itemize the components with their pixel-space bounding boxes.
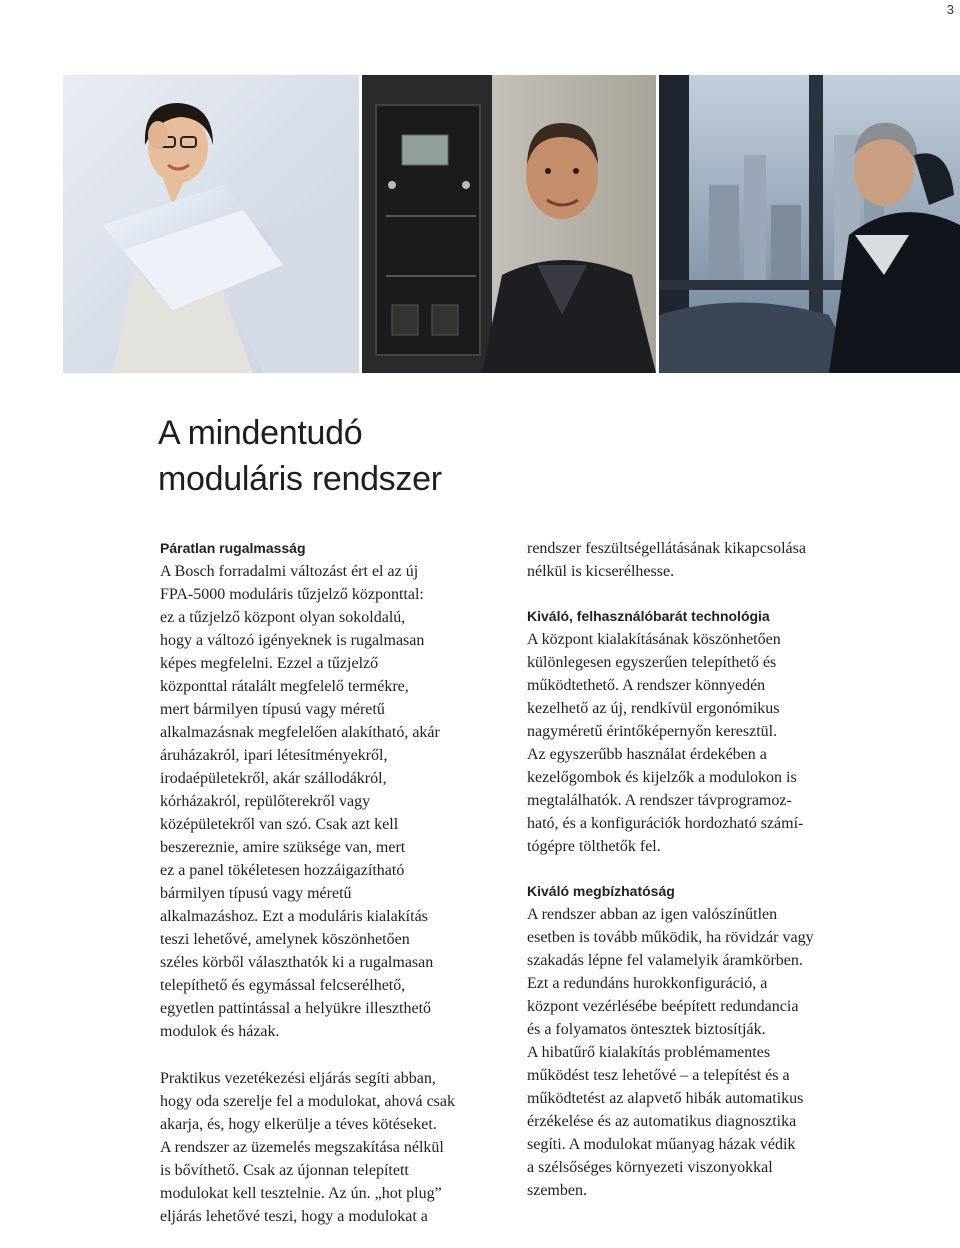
section-title-flexibility: Páratlan rugalmasság — [160, 540, 306, 556]
man-at-fire-panel-photo — [362, 75, 656, 373]
section-title-reliability: Kiváló megbízhatóság — [527, 883, 675, 899]
text-line: modulokat kell tesztelnie. Az ún. „hot plug” — [160, 1185, 442, 1202]
paragraph-spacer — [160, 1043, 505, 1067]
text-line: esetben is tovább működik, ha rövidzár vagy — [527, 929, 814, 946]
text-line: széles körből választhatók ki a rugalmasan — [160, 954, 434, 971]
text-line: A rendszer abban az igen valószínűtlen — [527, 906, 778, 923]
text-line: A központ kialakításának köszönhetően — [527, 631, 781, 648]
businessman-office-view-photo — [659, 75, 960, 373]
photo-strip — [63, 75, 960, 373]
paragraph-reliability — [527, 903, 872, 1202]
text-line: egyetlen pattintással a helyükre illeszthető — [160, 1000, 432, 1017]
text-line: központtal rátalált megfelelő termékre, — [160, 678, 409, 695]
text-line: a szélsőséges környezeti viszonyokkal — [527, 1159, 773, 1176]
text-line: ható, és a konfigurációk hordozható számí- — [527, 815, 804, 832]
text-line: beszereznie, amire szüksége van, mert — [160, 839, 406, 856]
text-line: működést tesz lehetővé – a telepítést és a — [527, 1067, 790, 1084]
text-line: nélkül is kicserélhesse. — [527, 563, 675, 580]
left-column — [160, 537, 505, 1228]
paragraph-spacer — [527, 583, 872, 605]
text-line: középületekről van szó. Csak azt kell — [160, 816, 399, 833]
text-line: Praktikus vezetékezési eljárás segíti abban, — [160, 1070, 436, 1087]
text-line: alkalmazáshoz. Ezt a moduláris kialakítás — [160, 908, 428, 925]
text-line: hogy oda szerelje fel a modulokat, ahová csak — [160, 1093, 455, 1110]
text-line: érzékelése és az automatikus diagnosztika — [527, 1113, 797, 1130]
text-line: megtalálhatók. A rendszer távprogramoz- — [527, 792, 792, 809]
paragraph-wiring — [160, 1067, 505, 1228]
text-line: akarja, és, hogy elkerülje a téves kötéseket. — [160, 1116, 437, 1133]
paragraph-flexibility — [160, 560, 505, 1043]
text-line: A Bosch forradalmi változást ért el az új — [160, 563, 419, 580]
text-line: is bővíthető. Csak az újonnan telepített — [160, 1162, 409, 1179]
text-line: Az egyszerűbb használat érdekében a — [527, 746, 767, 763]
paragraph-technology — [527, 628, 872, 858]
text-line: kórházakról, repülőterekről vagy — [160, 793, 371, 810]
text-line: kezelőgombok és kijelzők a modulokon is — [527, 769, 797, 786]
text-line: hogy a változó igényeknek is rugalmasan — [160, 632, 425, 649]
text-line: mert bármilyen típusú vagy méretű — [160, 701, 385, 718]
section-title-technology: Kiváló, felhasználóbarát technológia — [527, 608, 770, 624]
text-line: telepíthető és egymással felcserélhető, — [160, 977, 406, 994]
text-line: rendszer feszültségellátásának kikapcsolása — [527, 540, 806, 557]
text-line: áruházakról, ipari létesítményekről, — [160, 747, 388, 764]
paragraph-spacer — [527, 858, 872, 880]
text-line: ez a panel tökéletesen hozzáigazítható — [160, 862, 405, 879]
text-line: működtetést az alapvető hibák automatikus — [527, 1090, 804, 1107]
text-line: nagyméretű érintőképernyőn keresztül. — [527, 723, 778, 740]
text-line: A rendszer az üzemelés megszakítása nélkül — [160, 1139, 444, 1156]
text-line: szemben. — [527, 1182, 587, 1199]
headline-line-1: A mindentudó — [158, 414, 363, 452]
text-line: működtethető. A rendszer könnyedén — [527, 677, 766, 694]
text-line: FPA-5000 moduláris tűzjelző központtal: — [160, 586, 424, 603]
text-line: irodaépületekről, akár szállodákról, — [160, 770, 387, 787]
page-headline — [158, 410, 442, 502]
text-line: segíti. A modulokat műanyag házak védik — [527, 1136, 796, 1153]
text-line: különlegesen egyszerűen telepíthető és — [527, 654, 777, 671]
text-line: Ezt a redundáns hurokkonfiguráció, a — [527, 975, 768, 992]
text-line: és a folyamatos öntesztek biztosítják. — [527, 1021, 766, 1038]
text-line: eljárás lehetővé teszi, hogy a modulokat a — [160, 1208, 428, 1225]
text-line: kezelhető az új, rendkívül ergonómikus — [527, 700, 780, 717]
text-line: központ vezérlésébe beépített redundancia — [527, 998, 799, 1015]
text-line: képes megfelelni. Ezzel a tűzjelző — [160, 655, 379, 672]
text-line: teszi lehetővé, amelynek köszönhetően — [160, 931, 410, 948]
right-column — [527, 537, 872, 1202]
headline-line-2: moduláris rendszer — [158, 460, 442, 498]
text-line: bármilyen típusú vagy méretű — [160, 885, 352, 902]
woman-with-blueprints-photo — [63, 75, 359, 373]
text-line: alkalmazásnak megfelelően alakítható, akár — [160, 724, 440, 741]
paragraph-continuation — [527, 537, 872, 583]
text-line: szakadás lépne fel valamelyik áramkörben. — [527, 952, 803, 969]
text-line: modulok és házak. — [160, 1023, 280, 1040]
text-line: ez a tűzjelző központ olyan sokoldalú, — [160, 609, 406, 626]
text-line: A hibatűrő kialakítás problémamentes — [527, 1044, 771, 1061]
text-line: tógépre tölthetők fel. — [527, 838, 661, 855]
page-number: 3 — [946, 2, 954, 17]
